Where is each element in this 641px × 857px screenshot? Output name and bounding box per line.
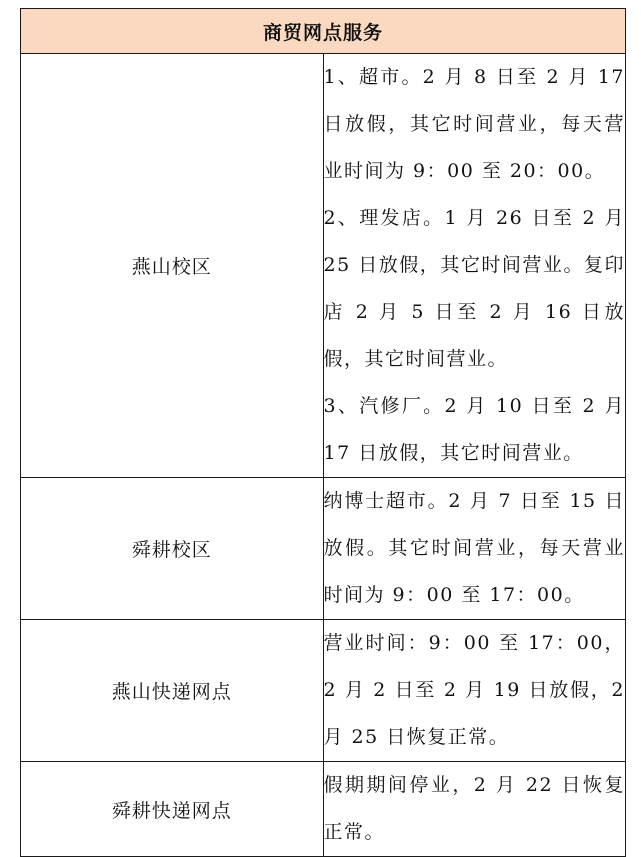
campus-name: 燕山校区: [21, 54, 324, 478]
table-row: [21, 620, 626, 762]
detail-line: 假期期间停业，2 月 22 日恢复正常。: [323, 774, 625, 843]
campus-name: 舜耕快递网点: [21, 762, 324, 857]
table-row: [21, 762, 626, 857]
detail-line: 1、超市。2 月 8 日至 2 月 17 日放假，其它时间营业，每天营业时间为 9：00 至 20：00。: [323, 66, 625, 182]
detail-line: 纳博士超市。2 月 7 日至 15 日放假。其它时间营业，每天营业时间为 9：00 至 17：00。: [323, 490, 625, 606]
table-title: 商贸网点服务: [21, 9, 626, 54]
detail-line: 3、汽修厂。2 月 10 日至 2 月 17 日放假，其它时间营业。: [323, 395, 625, 464]
commerce-service-table: [20, 8, 626, 857]
service-details: [323, 762, 626, 857]
table-row: [21, 478, 626, 620]
table-header-row: [21, 9, 626, 54]
campus-name: 燕山快递网点: [21, 620, 324, 762]
service-details: [323, 620, 626, 762]
detail-line: 营业时间：9：00 至 17：00，2 月 2 日至 2 月 19 日放假，2 月 25 日恢复正常。: [323, 632, 625, 748]
table-row: [21, 54, 626, 478]
detail-line: 2、理发店。1 月 26 日至 2 月 25 日放假，其它时间营业。复印店 2 月 5 日至 2 月 16 日放假，其它时间营业。: [323, 207, 625, 370]
service-details: [323, 54, 626, 478]
campus-name: 舜耕校区: [21, 478, 324, 620]
service-details: [323, 478, 626, 620]
